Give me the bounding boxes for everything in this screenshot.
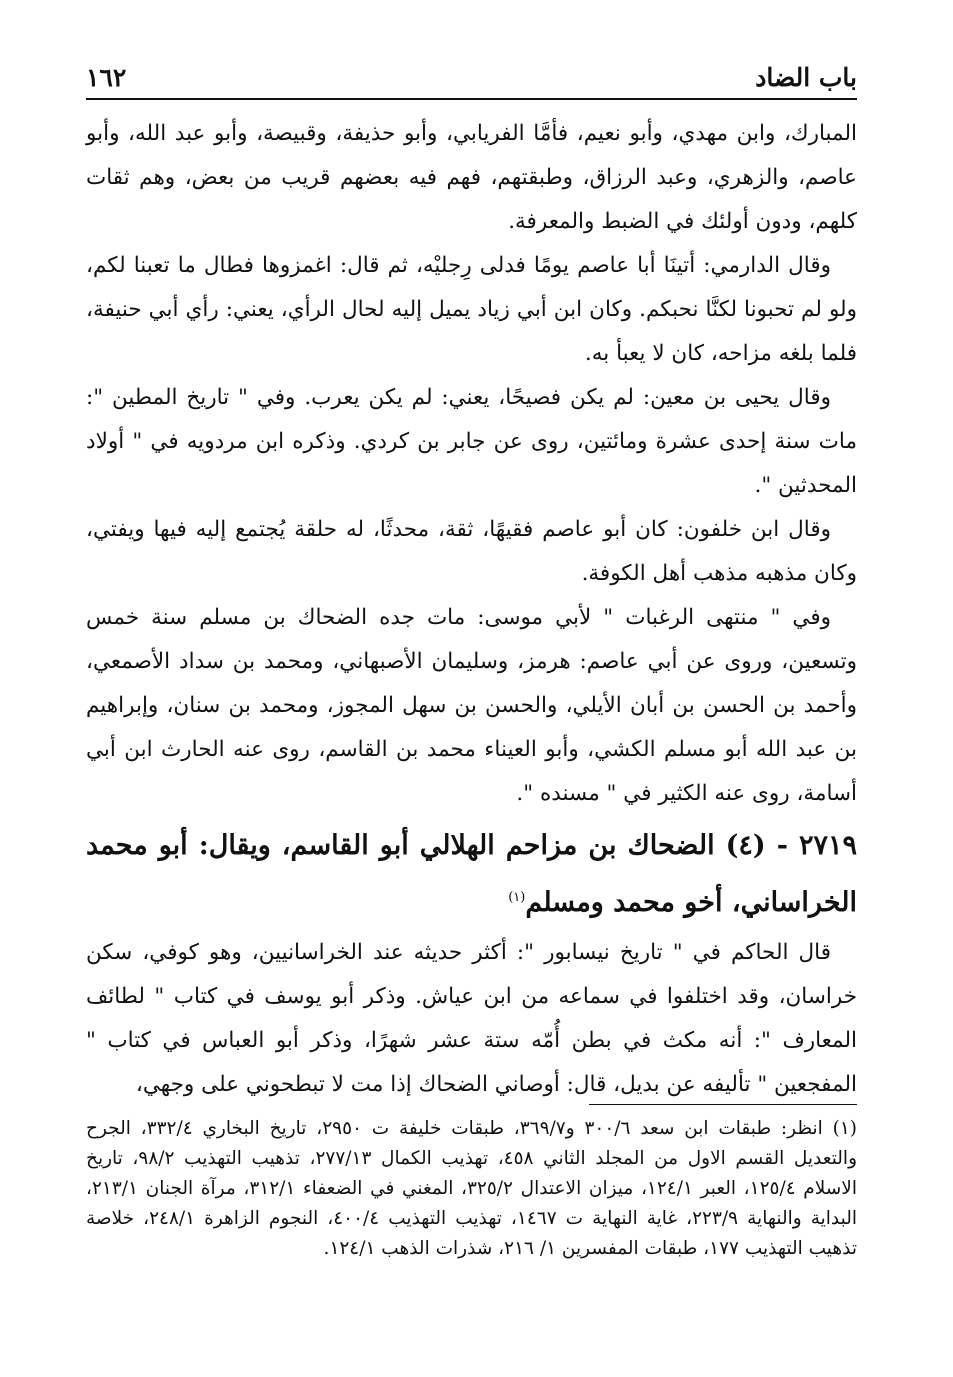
footnote [86, 1114, 857, 1264]
footnote-divider [589, 1104, 857, 1105]
running-header [86, 52, 857, 92]
page-number: ١٦٢ [86, 63, 127, 92]
paragraph: المبارك، وابن مهدي، وأبو نعيم، فأمَّا الفريابي، وأبو حذيفة، وقبيصة، وأبو عبد الله، وأبو عاصم، والزهري، وعبد الرزاق، وطبقتهم، فهم فيه بعضهم قريب من بعض، وهم ثقات كلهم، ودون أولئك في الضبط والمعرفة. [86, 121, 857, 234]
entry-heading-text: ٢٧١٩ - (٤) الضحاك بن مزاحم الهلالي أبو القاسم، ويقال: أبو محمد الخراساني، أخو محمد ومسلم [86, 830, 857, 918]
main-text [86, 112, 857, 1107]
chapter-title: باب الضاد [755, 63, 857, 92]
paragraph: وقال ابن خلفون: كان أبو عاصم فقيهًا، ثقة، محدثًا، له حلقة يُجتمع إليه فيها ويفتي، وكان مذهبه مذهب أهل الكوفة. [86, 517, 857, 586]
entry-heading [86, 820, 857, 929]
paragraph: وقال يحيى بن معين: لم يكن فصيحًا، يعني: لم يكن يعرب. وفي " تاريخ المطين ": مات سنة إحدى عشرة ومائتين، روى عن جابر بن كردي. وذكره ابن مردويه في " أولاد المحدثين ". [86, 385, 857, 498]
footnote-reference[interactable]: (١) [508, 890, 526, 905]
paragraph: وقال الدارمي: أتينَا أبا عاصم يومًا فدلى رِجليْه، ثم قال: اغمزوها فطال ما تعبنا لكم، ولو لم تحبونا لكنَّا نحبكم. وكان ابن أبي زياد يميل إليه لحال الرأي، يعني: رأي أبي حنيفة، فلما بلغه مزاحه، كان لا يعبأ به. [86, 253, 857, 366]
footnote-text: (١) انظر: طبقات ابن سعد ٣٠٠/٦ و٣٦٩/٧، طبقات خليفة ت ٢٩٥٠، تاريخ البخاري ٣٣٢/٤، الجرح والتعديل القسم الاول من المجلد الثاني ٤٥٨، تهذيب الكمال ٢٧٧/١٣، تذهيب التهذيب ٩٨/٢، تاريخ الاسلام ١٢٥/٤، العبر ١٢٤/١، ميزان الاعتدال ٣٢٥/٢، المغني في الضعفاء ٣١٢/١، مرآة الجنان ٢١٣/١، البداية والنهاية ٢٢٣/٩، غاية النهاية ت ١٤٦٧، تهذيب التهذيب ٤٠٠/٤، النجوم الزاهرة ٢٤٨/١، خلاصة تذهيب التهذيب ١٧٧، طبقات المفسرين ١/ ٢١٦، شذرات الذهب ١٢٤/١. [86, 1118, 857, 1259]
paragraph: وفي " منتهى الرغبات " لأبي موسى: مات جده الضحاك بن مسلم سنة خمس وتسعين، وروى عن أبي عاصم: هرمز، وسليمان الأصبهاني، ومحمد بن سداد الأصمعي، وأحمد بن الحسن بن أبان الأيلي، والحسن بن سهل المجوز، ومحمد بن سنان، وإبراهيم بن عبد الله أبو مسلم الكشي، وأبو العيناء محمد بن القاسم، روى عنه الحارث ابن أبي أسامة، روى عنه الكثير في " مسنده ". [86, 605, 858, 806]
header-divider [86, 98, 857, 100]
entry-paragraph: قال الحاكم في " تاريخ نيسابور ": أكثر حديثه عند الخراسانيين، وهو كوفي، سكن خراسان، وقد اختلفوا في سماعه من ابن عياش. وذكر أبو يوسف في كتاب " لطائف المعارف ": أنه مكث في بطن أُمّه ستة عشر شهرًا، وذكر أبو العباس في كتاب " المفجعين " تأليفه عن بديل، قال: أوصاني الضحاك إذا مت لا تبطحوني على وجهي، [86, 940, 857, 1097]
